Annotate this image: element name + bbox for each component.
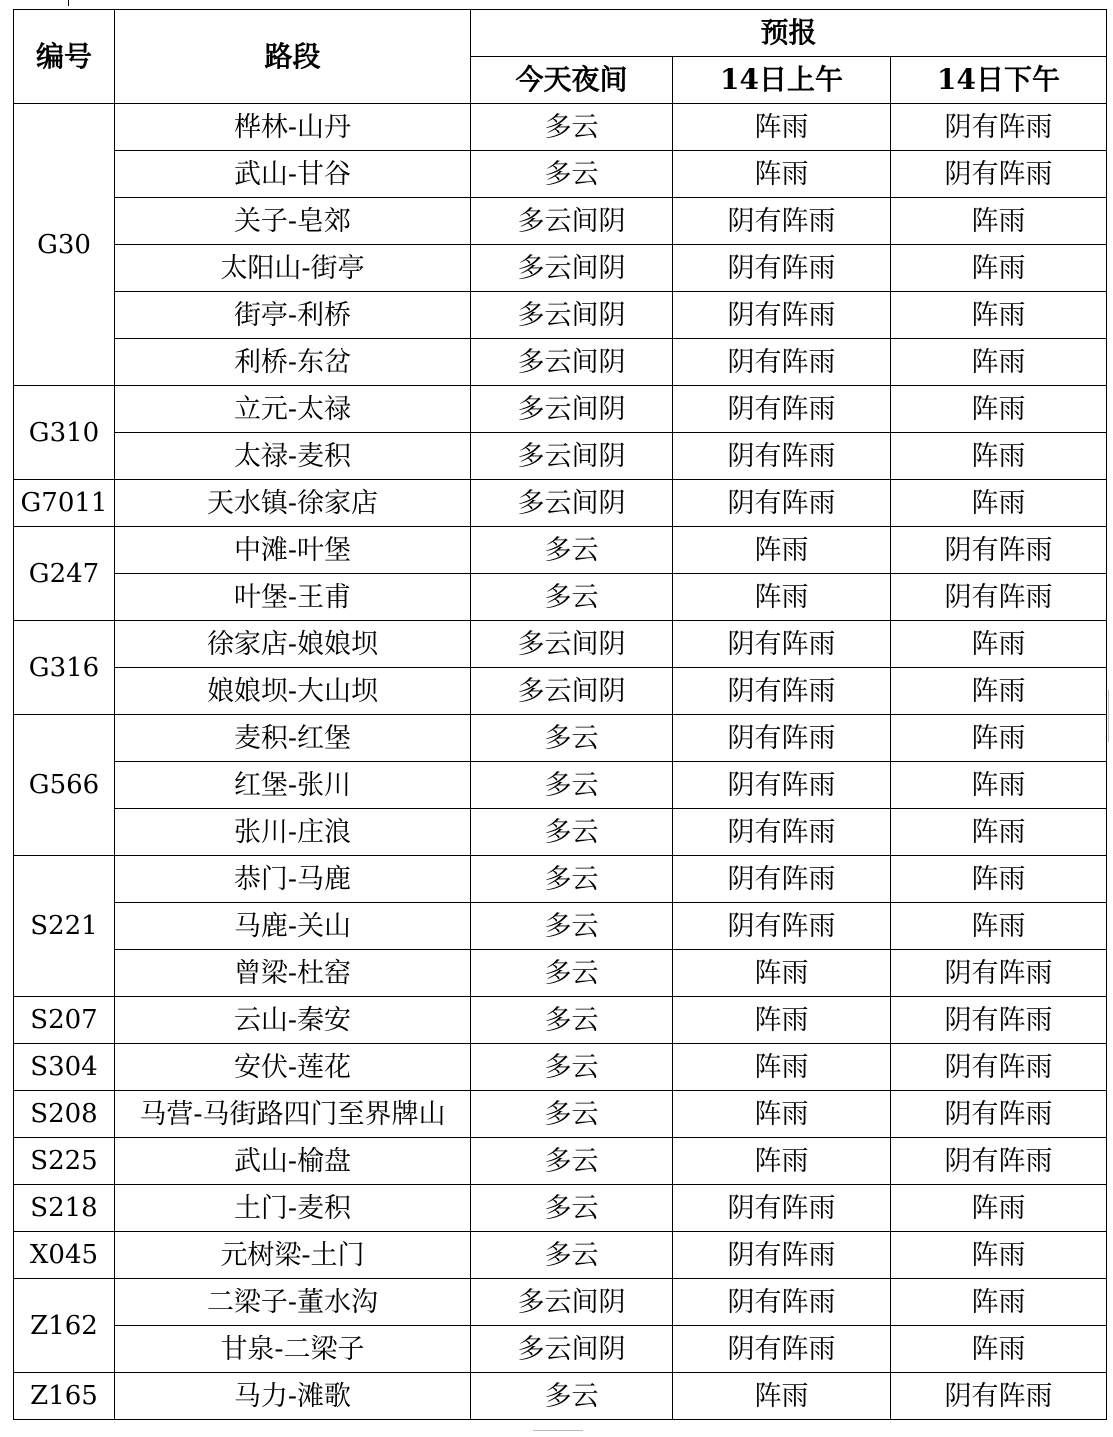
header-period-14-am: 14日上午	[673, 57, 891, 104]
header-period-14-pm: 14日下午	[891, 57, 1107, 104]
segment-cell: 马营-马街路四门至界牌山	[115, 1091, 471, 1138]
pm-forecast-cell: 阵雨	[891, 245, 1107, 292]
route-code-cell: Z162	[14, 1279, 115, 1373]
pm-forecast-cell: 阴有阵雨	[891, 527, 1107, 574]
pm-forecast-cell: 阴有阵雨	[891, 104, 1107, 151]
segment-cell: 中滩-叶堡	[115, 527, 471, 574]
table-row	[14, 1279, 1107, 1326]
table-row	[14, 433, 1107, 480]
table-row	[14, 809, 1107, 856]
route-code-cell: S304	[14, 1044, 115, 1091]
table-row	[14, 997, 1107, 1044]
tonight-forecast-cell: 多云间阴	[471, 245, 673, 292]
route-code-cell: Z165	[14, 1373, 115, 1420]
am-forecast-cell: 阵雨	[673, 1373, 891, 1420]
am-forecast-cell: 阴有阵雨	[673, 386, 891, 433]
route-code-cell: S221	[14, 856, 115, 997]
am-forecast-cell: 阵雨	[673, 151, 891, 198]
table-row	[14, 1373, 1107, 1420]
segment-cell: 云山-秦安	[115, 997, 471, 1044]
table-row	[14, 621, 1107, 668]
am-forecast-cell: 阴有阵雨	[673, 480, 891, 527]
segment-cell: 甘泉-二梁子	[115, 1326, 471, 1373]
route-code-cell: G566	[14, 715, 115, 856]
road-weather-forecast-table	[13, 9, 1107, 1420]
am-forecast-cell: 阴有阵雨	[673, 1279, 891, 1326]
am-forecast-cell: 阴有阵雨	[673, 292, 891, 339]
table-row	[14, 668, 1107, 715]
segment-cell: 元树梁-土门	[115, 1232, 471, 1279]
am-forecast-cell: 阴有阵雨	[673, 339, 891, 386]
tonight-forecast-cell: 多云	[471, 1185, 673, 1232]
table-row	[14, 950, 1107, 997]
route-code-cell: S218	[14, 1185, 115, 1232]
tonight-forecast-cell: 多云	[471, 809, 673, 856]
pm-forecast-cell: 阵雨	[891, 1279, 1107, 1326]
table-body	[14, 104, 1107, 1420]
am-forecast-cell: 阴有阵雨	[673, 1232, 891, 1279]
segment-cell: 天水镇-徐家店	[115, 480, 471, 527]
table-row	[14, 292, 1107, 339]
pm-forecast-cell: 阴有阵雨	[891, 1044, 1107, 1091]
header-forecast: 预报	[471, 10, 1107, 57]
right-edge-mark	[1108, 690, 1113, 742]
pm-forecast-cell: 阵雨	[891, 1185, 1107, 1232]
segment-cell: 关子-皂郊	[115, 198, 471, 245]
route-code-cell: G310	[14, 386, 115, 480]
tonight-forecast-cell: 多云	[471, 715, 673, 762]
table-row	[14, 339, 1107, 386]
table-row	[14, 1326, 1107, 1373]
tonight-forecast-cell: 多云	[471, 151, 673, 198]
pm-forecast-cell: 阵雨	[891, 715, 1107, 762]
segment-cell: 二梁子-董水沟	[115, 1279, 471, 1326]
pm-forecast-cell: 阴有阵雨	[891, 574, 1107, 621]
pm-forecast-cell: 阵雨	[891, 292, 1107, 339]
segment-cell: 娘娘坝-大山坝	[115, 668, 471, 715]
pm-forecast-cell: 阴有阵雨	[891, 1091, 1107, 1138]
tonight-forecast-cell: 多云间阴	[471, 1279, 673, 1326]
route-code-cell: X045	[14, 1232, 115, 1279]
am-forecast-cell: 阵雨	[673, 1044, 891, 1091]
segment-cell: 街亭-利桥	[115, 292, 471, 339]
am-forecast-cell: 阴有阵雨	[673, 668, 891, 715]
am-forecast-cell: 阴有阵雨	[673, 809, 891, 856]
header-segment: 路段	[115, 10, 471, 104]
tonight-forecast-cell: 多云	[471, 1232, 673, 1279]
table-row	[14, 574, 1107, 621]
table-row	[14, 386, 1107, 433]
tonight-forecast-cell: 多云间阴	[471, 1326, 673, 1373]
table-row	[14, 762, 1107, 809]
am-forecast-cell: 阵雨	[673, 527, 891, 574]
tonight-forecast-cell: 多云	[471, 1373, 673, 1420]
pm-forecast-cell: 阴有阵雨	[891, 1373, 1107, 1420]
tonight-forecast-cell: 多云	[471, 997, 673, 1044]
am-forecast-cell: 阵雨	[673, 574, 891, 621]
tonight-forecast-cell: 多云间阴	[471, 198, 673, 245]
header-code: 编号	[14, 10, 115, 104]
am-forecast-cell: 阴有阵雨	[673, 198, 891, 245]
am-forecast-cell: 阴有阵雨	[673, 621, 891, 668]
segment-cell: 武山-榆盘	[115, 1138, 471, 1185]
pm-forecast-cell: 阴有阵雨	[891, 950, 1107, 997]
segment-cell: 张川-庄浪	[115, 809, 471, 856]
segment-cell: 桦林-山丹	[115, 104, 471, 151]
am-forecast-cell: 阵雨	[673, 950, 891, 997]
tonight-forecast-cell: 多云	[471, 104, 673, 151]
am-forecast-cell: 阴有阵雨	[673, 1185, 891, 1232]
pm-forecast-cell: 阵雨	[891, 621, 1107, 668]
am-forecast-cell: 阵雨	[673, 1138, 891, 1185]
segment-cell: 徐家店-娘娘坝	[115, 621, 471, 668]
tonight-forecast-cell: 多云	[471, 950, 673, 997]
table-row	[14, 151, 1107, 198]
table-row	[14, 1091, 1107, 1138]
pm-forecast-cell: 阵雨	[891, 1232, 1107, 1279]
tonight-forecast-cell: 多云	[471, 1044, 673, 1091]
table-row	[14, 1232, 1107, 1279]
table-row	[14, 1138, 1107, 1185]
pm-forecast-cell: 阵雨	[891, 903, 1107, 950]
pm-forecast-cell: 阵雨	[891, 198, 1107, 245]
segment-cell: 恭门-马鹿	[115, 856, 471, 903]
segment-cell: 立元-太禄	[115, 386, 471, 433]
table-row	[14, 527, 1107, 574]
pm-forecast-cell: 阵雨	[891, 1326, 1107, 1373]
tonight-forecast-cell: 多云间阴	[471, 292, 673, 339]
segment-cell: 马鹿-关山	[115, 903, 471, 950]
table-row	[14, 198, 1107, 245]
tonight-forecast-cell: 多云	[471, 527, 673, 574]
segment-cell: 太禄-麦积	[115, 433, 471, 480]
tonight-forecast-cell: 多云间阴	[471, 339, 673, 386]
tonight-forecast-cell: 多云	[471, 1091, 673, 1138]
pm-forecast-cell: 阵雨	[891, 386, 1107, 433]
am-forecast-cell: 阴有阵雨	[673, 245, 891, 292]
pm-forecast-cell: 阵雨	[891, 433, 1107, 480]
am-forecast-cell: 阴有阵雨	[673, 762, 891, 809]
table-row	[14, 245, 1107, 292]
top-edge-mark	[68, 0, 69, 6]
am-forecast-cell: 阴有阵雨	[673, 715, 891, 762]
route-code-cell: G247	[14, 527, 115, 621]
segment-cell: 太阳山-街亭	[115, 245, 471, 292]
tonight-forecast-cell: 多云间阴	[471, 668, 673, 715]
segment-cell: 土门-麦积	[115, 1185, 471, 1232]
route-code-cell: S207	[14, 997, 115, 1044]
pm-forecast-cell: 阵雨	[891, 856, 1107, 903]
tonight-forecast-cell: 多云	[471, 903, 673, 950]
segment-cell: 武山-甘谷	[115, 151, 471, 198]
pm-forecast-cell: 阴有阵雨	[891, 151, 1107, 198]
am-forecast-cell: 阴有阵雨	[673, 856, 891, 903]
pm-forecast-cell: 阵雨	[891, 480, 1107, 527]
route-code-cell: S208	[14, 1091, 115, 1138]
tonight-forecast-cell: 多云	[471, 856, 673, 903]
table-row	[14, 856, 1107, 903]
segment-cell: 马力-滩歌	[115, 1373, 471, 1420]
am-forecast-cell: 阴有阵雨	[673, 433, 891, 480]
table-row	[14, 903, 1107, 950]
table-row	[14, 1185, 1107, 1232]
am-forecast-cell: 阵雨	[673, 1091, 891, 1138]
header-period-tonight: 今天夜间	[471, 57, 673, 104]
segment-cell: 麦积-红堡	[115, 715, 471, 762]
table-row	[14, 1044, 1107, 1091]
pm-forecast-cell: 阴有阵雨	[891, 1138, 1107, 1185]
tonight-forecast-cell: 多云间阴	[471, 433, 673, 480]
segment-cell: 红堡-张川	[115, 762, 471, 809]
route-code-cell: G316	[14, 621, 115, 715]
tonight-forecast-cell: 多云	[471, 762, 673, 809]
am-forecast-cell: 阴有阵雨	[673, 1326, 891, 1373]
route-code-cell: S225	[14, 1138, 115, 1185]
tonight-forecast-cell: 多云间阴	[471, 386, 673, 433]
am-forecast-cell: 阵雨	[673, 997, 891, 1044]
am-forecast-cell: 阴有阵雨	[673, 903, 891, 950]
pm-forecast-cell: 阵雨	[891, 339, 1107, 386]
tonight-forecast-cell: 多云	[471, 574, 673, 621]
table-row	[14, 715, 1107, 762]
segment-cell: 利桥-东岔	[115, 339, 471, 386]
tonight-forecast-cell: 多云	[471, 1138, 673, 1185]
tonight-forecast-cell: 多云间阴	[471, 480, 673, 527]
pm-forecast-cell: 阴有阵雨	[891, 997, 1107, 1044]
tonight-forecast-cell: 多云间阴	[471, 621, 673, 668]
route-code-cell: G7011	[14, 480, 115, 527]
segment-cell: 叶堡-王甫	[115, 574, 471, 621]
table-row	[14, 104, 1107, 151]
pm-forecast-cell: 阵雨	[891, 809, 1107, 856]
segment-cell: 曾梁-杜窑	[115, 950, 471, 997]
am-forecast-cell: 阵雨	[673, 104, 891, 151]
pm-forecast-cell: 阵雨	[891, 762, 1107, 809]
table-row	[14, 480, 1107, 527]
segment-cell: 安伏-莲花	[115, 1044, 471, 1091]
route-code-cell: G30	[14, 104, 115, 386]
pm-forecast-cell: 阵雨	[891, 668, 1107, 715]
